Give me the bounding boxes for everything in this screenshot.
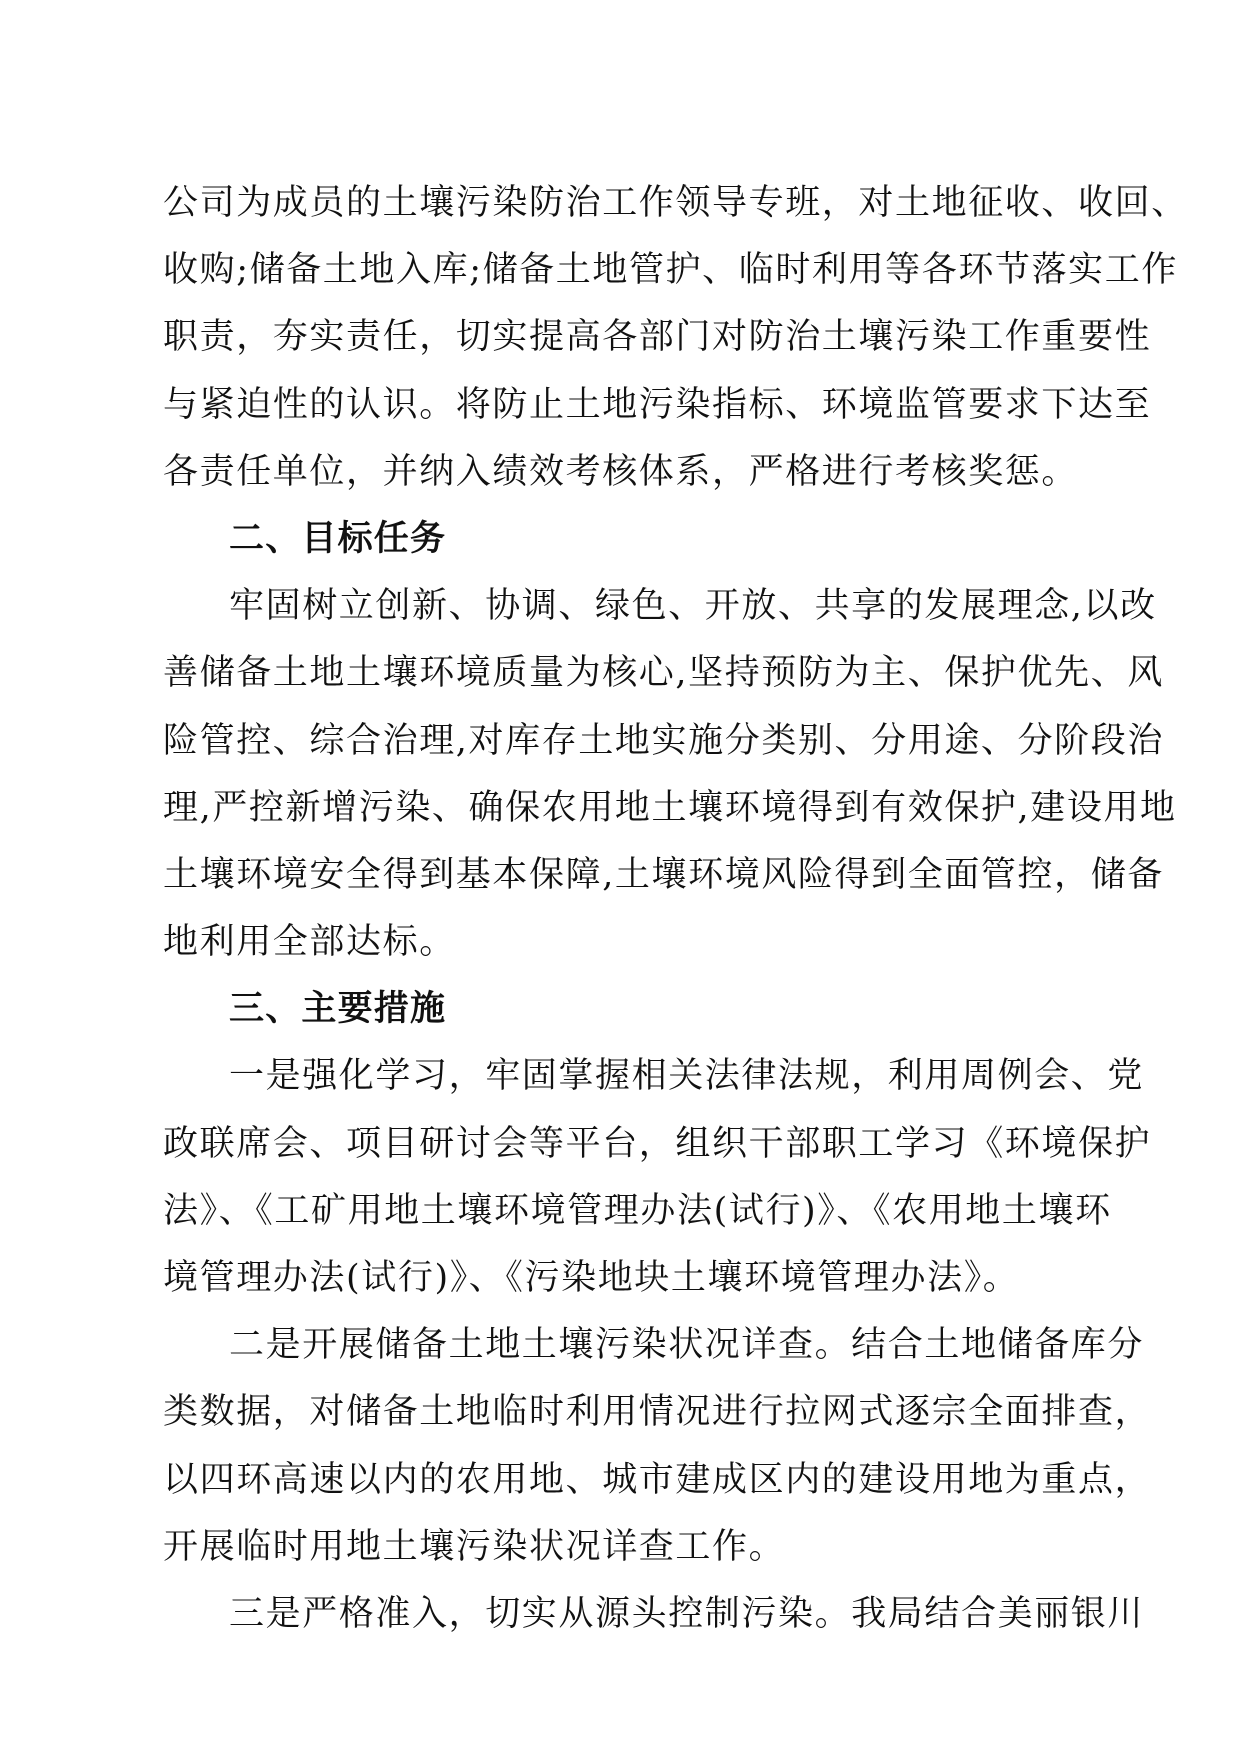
text-line: 牢固树立创新、协调、绿色、开放、共享的发展理念,以改 (229, 586, 1157, 627)
paragraph-goals (163, 573, 1177, 976)
section-heading-measures: 三、主要措施 (229, 989, 447, 1030)
paragraph-measure-survey (163, 1312, 1152, 1581)
text-line: 政联席会、项目研讨会等平台，组织干部职工学习《环境保护 (163, 1123, 1152, 1164)
text-line: 善储备土地土壤环境质量为核心,坚持预防为主、保护优先、风 (163, 653, 1164, 694)
text-line: 开展临时用地土壤污染状况详查工作。 (163, 1526, 786, 1567)
text-line: 地利用全部达标。 (163, 922, 456, 963)
paragraph-measure-access (163, 1581, 1145, 1648)
text-line: 收购;储备土地入库;储备土地管护、临时利用等各环节落实工作 (163, 250, 1178, 291)
text-line: 一是强化学习，牢固掌握相关法律法规，利用周例会、党 (229, 1056, 1145, 1097)
text-line: 类数据，对储备土地临时利用情况进行拉网式逐宗全面排查， (163, 1392, 1152, 1433)
text-line: 险管控、综合治理,对库存土地实施分类别、分用途、分阶段治 (163, 720, 1164, 761)
text-line: 职责，夯实责任，切实提高各部门对防治土壤污染工作重要性 (163, 317, 1152, 358)
text-line: 法》、《工矿用地土壤环境管理办法(试行)》、《农用地土壤环 (163, 1190, 1112, 1231)
text-line: 二是开展储备土地土壤污染状况详查。结合土地储备库分 (229, 1325, 1145, 1366)
text-line: 以四环高速以内的农用地、城市建成区内的建设用地为重点， (163, 1459, 1152, 1500)
text-line: 与紧迫性的认识。将防止土地污染指标、环境监管要求下达至 (163, 384, 1152, 425)
paragraph-measure-study (163, 1043, 1152, 1312)
text-line: 公司为成员的土壤污染防治工作领导专班，对土地征收、收回、 (163, 183, 1188, 223)
text-line: 境管理办法(试行)》、《污染地块土壤环境管理办法》。 (163, 1258, 1020, 1298)
text-line: 三是严格准入，切实从源头控制污染。我局结合美丽银川 (229, 1593, 1145, 1634)
text-line: 土壤环境安全得到基本保障,土壤环境风险得到全面管控，储备 (163, 854, 1164, 895)
paragraph-leadership (163, 170, 1188, 506)
text-line: 理,严控新增污染、确保农用地土壤环境得到有效保护,建设用地 (163, 787, 1177, 828)
section-heading-goals: 二、目标任务 (229, 518, 447, 559)
text-line: 各责任单位，并纳入绩效考核体系，严格进行考核奖惩。 (163, 451, 1079, 492)
document-body (163, 170, 1188, 1648)
